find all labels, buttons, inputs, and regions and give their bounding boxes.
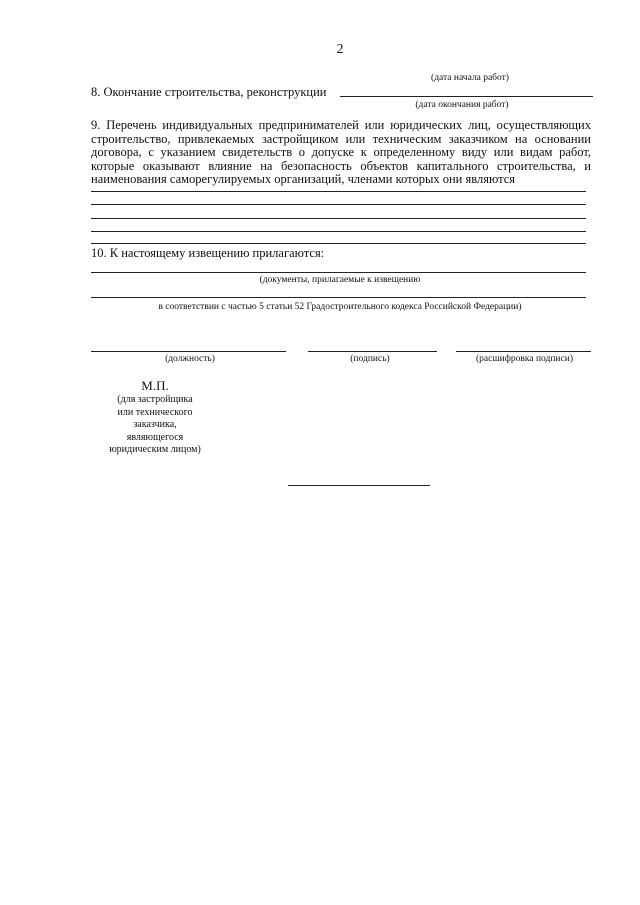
stamp-note-line: являющегося <box>126 431 184 443</box>
stamp-mark: М.П. <box>141 378 169 393</box>
law-reference-caption: в соответствии с частью 5 статьи 52 Градостроительного кодекса Российской Федерации) <box>158 302 522 312</box>
stamp-block <box>95 378 215 457</box>
contractors-line-4 <box>91 231 586 232</box>
page-number: 2 <box>336 42 344 57</box>
signature-decode-line <box>456 351 591 352</box>
end-date-line <box>340 96 593 97</box>
documents-caption: (документы, прилагаемые к извещению <box>259 275 421 285</box>
signature-caption: (подпись) <box>350 354 390 364</box>
closing-rule <box>288 485 430 486</box>
contractors-line-2 <box>91 204 586 205</box>
signature-decode-caption: (расшифровка подписи) <box>476 354 573 364</box>
position-line <box>91 351 286 352</box>
section-9-text: 9. Перечень индивидуальных предпринимателей или юридических лиц, осуществляющих строительство, привлекаемых застройщиком или техническим заказчиком на основании договора, с указанием свидетельств о допуске к определенному виду или видам работ, которые оказывают влияние на безопасность объектов капитального строительства, и наименования саморегулируемых организаций, членами которых они являются <box>91 118 591 187</box>
section-10-label: 10. К настоящему извещению прилагаются: <box>91 246 325 260</box>
contractors-line-5 <box>91 243 586 244</box>
section-8-label: 8. Окончание строительства, реконструкции <box>91 85 327 99</box>
attachments-line-2 <box>91 297 586 298</box>
end-date-caption: (дата окончания работ) <box>415 100 509 110</box>
signature-line <box>308 351 437 352</box>
start-date-caption: (дата начала работ) <box>431 73 509 83</box>
contractors-line-1 <box>91 191 586 192</box>
stamp-note-line: заказчика, <box>133 419 177 430</box>
stamp-note-line: (для застройщика <box>117 394 193 405</box>
attachments-line-1 <box>91 272 586 273</box>
position-caption: (должность) <box>165 354 215 364</box>
stamp-note-line: или технического <box>117 406 193 418</box>
contractors-line-3 <box>91 218 586 219</box>
stamp-note-line: юридическим лицом) <box>109 444 201 455</box>
